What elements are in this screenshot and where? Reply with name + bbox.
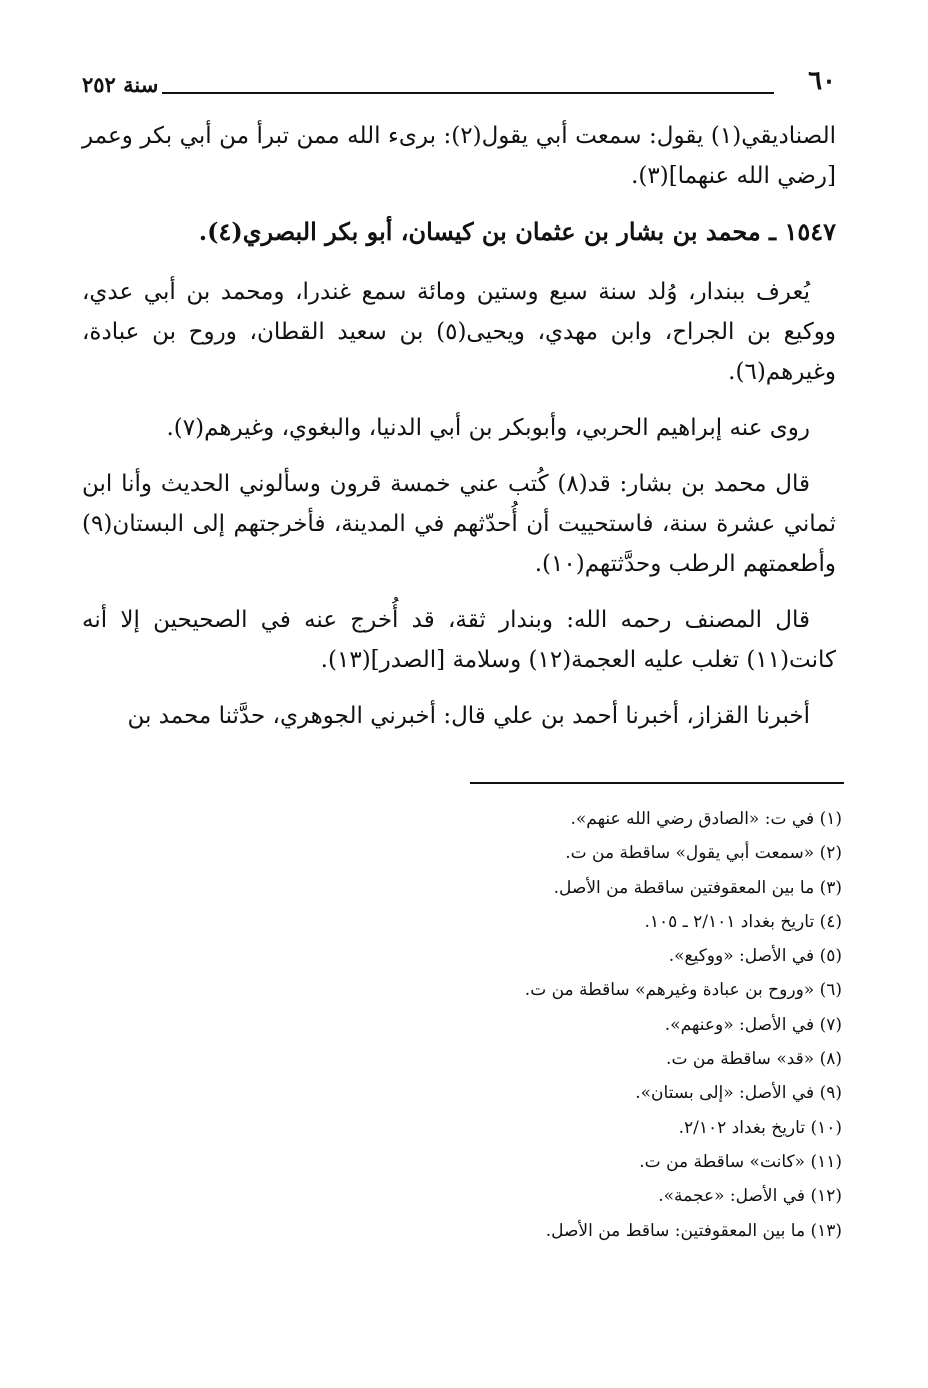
paragraph-continuation: الصناديقي(١) يقول: سمعت أبي يقول(٢): برىء الله ممن تبرأ من أبي بكر وعمر [رضي الله عنهما](٣). [82, 123, 836, 189]
footnotes-list [82, 802, 842, 1248]
running-title-year: سنة ٢٥٢ [82, 72, 159, 97]
footnote: (١٠) تاريخ بغداد ٢/١٠٢. [678, 1117, 842, 1138]
footnote: (٥) في الأصل: «ووكيع». [668, 946, 842, 967]
entry-heading: ١٥٤٧ ـ محمد بن بشار بن عثمان بن كيسان، أبو بكر البصري(٤). [198, 217, 836, 246]
page-number: ٦٠ [808, 66, 836, 96]
paragraph-biography: يُعرف ببندار، وُلد سنة سبع وستين ومائة سمع غندرا، ومحمد بن أبي عدي، ووكيع بن الجراح، وابن مهدي، ويحيى(٥) بن سعيد القطان، وروح بن عبادة، وغيرهم(٦). [82, 279, 836, 385]
footnote: (٢) «سمعت أبي يقول» ساقطة من ت. [565, 843, 842, 864]
paragraph-narrators: روى عنه إبراهيم الحربي، وأبوبكر بن أبي الدنيا، والبغوي، وغيرهم(٧). [166, 415, 810, 441]
footnote: (٣) ما بين المعقوفتين ساقطة من الأصل. [553, 877, 842, 898]
footnote: (١٣) ما بين المعقوفتين: ساقط من الأصل. [545, 1220, 842, 1241]
header-rule [162, 92, 774, 94]
footnote-separator [470, 782, 844, 784]
paragraph-isnad: أخبرنا القزاز، أخبرنا أحمد بن علي قال: أخبرني الجوهري، حدَّثنا محمد بن [127, 703, 810, 729]
paragraph-author-note: قال المصنف رحمه الله: وبندار ثقة، قد أُخرج عنه في الصحيحين إلا أنه كانت(١١) تغلب عليه العجمة(١٢) وسلامة [الصدر](١٣). [82, 607, 836, 673]
footnote: (٦) «وروح بن عبادة وغيرهم» ساقطة من ت. [524, 980, 842, 1001]
footnote: (١١) «كانت» ساقطة من ت. [639, 1151, 842, 1172]
paragraph-quote: قال محمد بن بشار: قد(٨) كُتب عني خمسة قرون وسألوني الحديث وأنا ابن ثماني عشرة سنة، فاستحييت أن أُحدّثهم في المدينة، فأخرجتهم إلى البستان(٩) وأطعمتهم الرطب وحدَّثتهم(١٠). [82, 471, 836, 577]
running-header [82, 66, 836, 106]
footnote: (٩) في الأصل: «إلى بستان». [635, 1083, 842, 1104]
footnote: (١٢) في الأصل: «عجمة». [658, 1186, 842, 1207]
footnote: (٤) تاريخ بغداد ٢/١٠١ ـ ١٠٥. [644, 911, 842, 932]
footnote: (٧) في الأصل: «وعنهم». [664, 1014, 842, 1035]
footnote: (٨) «قد» ساقطة من ت. [666, 1049, 842, 1070]
footnote: (١) في ت: «الصادق رضي الله عنهم». [570, 809, 842, 829]
main-text [82, 116, 836, 752]
